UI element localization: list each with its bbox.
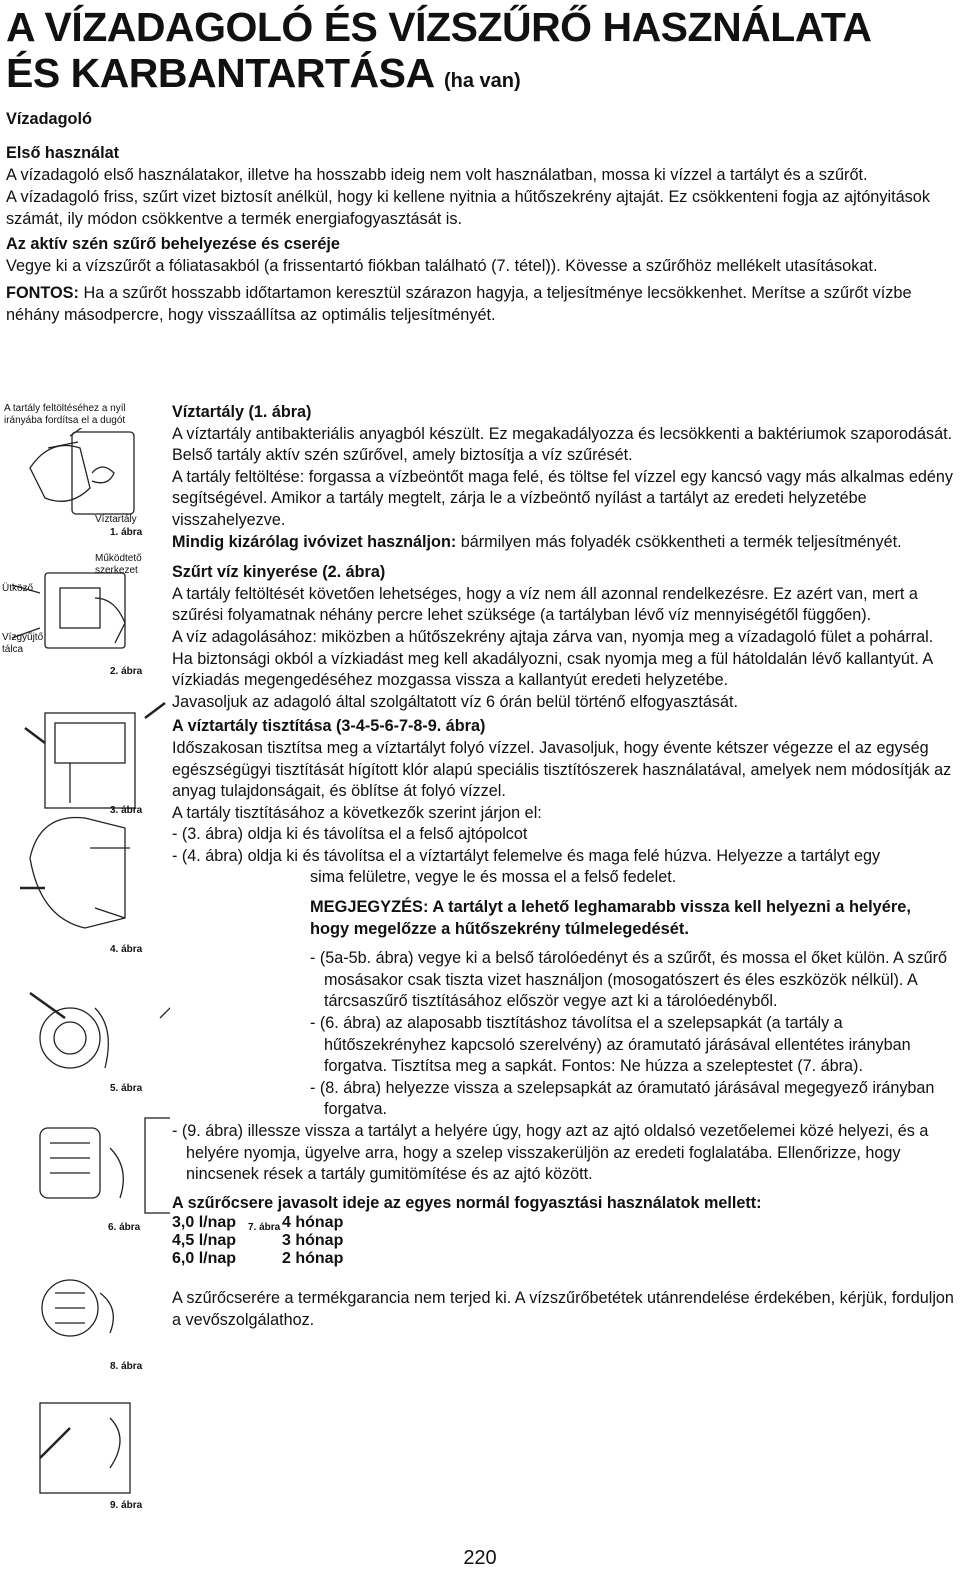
intro-section bbox=[6, 104, 954, 326]
tank-text-2: Belső tartály aktív szén szűrővel, amely biztosítja a víz szűrését. bbox=[172, 446, 633, 465]
figure-9-illustration bbox=[40, 1403, 130, 1493]
fig2-caption: 2. ábra bbox=[110, 666, 143, 677]
rate-time: 2 hónap bbox=[282, 1250, 344, 1268]
page-title bbox=[6, 4, 956, 104]
tank-text-4 bbox=[172, 532, 954, 554]
rate-value: 4,5 l/nap bbox=[172, 1232, 237, 1250]
filtered-text-2: A víz adagolásához: miközben a hűtőszekrény ajtaja zárva van, nyomja meg a vízadagoló fület a pohárral. bbox=[172, 627, 934, 646]
cleaning-text-2: A tartály tisztításához a következők szerint járjon el: bbox=[172, 803, 542, 822]
tray-label: Vízgyűjtő tálca bbox=[2, 632, 44, 655]
figure-7-illustration bbox=[145, 1118, 170, 1213]
fig1-tank-label: Víztartály bbox=[95, 514, 137, 525]
fig5-caption: 5. ábra bbox=[110, 1083, 143, 1094]
title-note: (ha van) bbox=[443, 70, 521, 92]
title-line-2 bbox=[6, 50, 956, 104]
intro-paragraph-2: A vízadagoló friss, szűrt vizet biztosít anélkül, hogy ki kellene nyitnia a hűtőszekrény ajtaját. Ez csökkenteni fogja az ajtónyitások számát, ily módon csökkentve a termék energiafogyasztását is. bbox=[6, 188, 930, 228]
important-paragraph bbox=[6, 282, 954, 326]
figure-6-illustration bbox=[40, 1128, 123, 1198]
fig1-caption: 1. ábra bbox=[110, 527, 143, 538]
first-use-heading: Első használat bbox=[6, 144, 120, 162]
cleaning-step-4: - (6. ábra) az alaposabb tisztításhoz távolítsa el a szelepsapkát (a tartály a hűtőszekrényhez kapcsoló szerelvény) az óramutató járásával ellentétes irányban forgatva. Tisztítsa meg a sapkát. Fontos: Ne húzza a szeleptestet (7. ábra). bbox=[310, 1014, 911, 1076]
replacement-footer: A szűrőcserére a termékgarancia nem terjed ki. A vízszűrőbetétek utánrendelése érdekében, kérjük, forduljon a vevőszolgálathoz. bbox=[172, 1289, 954, 1329]
cleaning-heading: A víztartály tisztítása (3-4-5-6-7-8-9. ábra) bbox=[172, 717, 486, 736]
intro-paragraph-1: A vízadagoló első használatakor, illetve ha hosszabb ideig nem volt használatban, mossa ki vízzel a tartályt és a szűrőt. bbox=[6, 166, 868, 184]
figure-5-illustration bbox=[30, 988, 170, 1068]
carbon-filter-heading: Az aktív szén szűrő behelyezése és cseréje bbox=[6, 235, 340, 253]
tank-text-1: A víztartály antibakteriális anyagból készült. Ez megakadályozza és lecsökkenti a baktériumok szaporodását. bbox=[172, 424, 953, 443]
mechanism-label: Működtető szerkezet bbox=[95, 553, 142, 576]
drinking-water-label: Mindig kizárólag ivóvizet használjon: bbox=[172, 532, 457, 551]
filtered-text-1: A tartály feltöltését követően lehetséges, hogy a víz nem áll azonnal rendelkezésre. Ez azért van, mert a szűrési folyamatnak néhány percre lehet szüksége (a tartályban lévő víz mennyiségétől függően). bbox=[172, 584, 918, 625]
fig7-caption: 7. ábra bbox=[248, 1222, 281, 1233]
figure-1-illustration bbox=[30, 428, 134, 514]
rate-time: 4 hónap bbox=[282, 1214, 344, 1232]
figure-3-illustration bbox=[25, 703, 165, 808]
fig6-caption: 6. ábra bbox=[108, 1222, 141, 1233]
fig3-caption: 3. ábra bbox=[110, 805, 143, 816]
replacement-heading: A szűrőcsere javasolt ideje az egyes normál fogyasztási használatok mellett: bbox=[172, 1193, 762, 1212]
replacement-row bbox=[172, 1232, 954, 1250]
section-heading: Vízadagoló bbox=[6, 110, 92, 128]
replacement-row bbox=[172, 1250, 954, 1268]
cleaning-step-2b: sima felületre, vegye le és mossa el a felső fedelet. bbox=[310, 868, 677, 887]
replacement-row bbox=[172, 1214, 954, 1232]
title-line-1: A VÍZADAGOLÓ ÉS VÍZSZŰRŐ HASZNÁLATA bbox=[6, 4, 872, 50]
filtered-heading: Szűrt víz kinyerése (2. ábra) bbox=[172, 563, 386, 582]
intro-paragraph-3: Vegye ki a vízszűrőt a fóliatasakból (a frissentartó fiókban található (7. tétel)). Kövesse a szűrőhöz mellékelt utasításokat. bbox=[6, 257, 878, 275]
fig-top-note: A tartály feltöltéséhez a nyíl irányába fordítsa el a dugót bbox=[4, 403, 126, 426]
tank-text-3: A tartály feltöltése: forgassa a vízbeöntőt maga felé, és töltse fel vízzel egy kancsó vagy más alkalmas edény segítségével. Amikor a tartály megtelt, zárja le a vízbeöntő nyílást a tartályt az eredeti helyzetébe visszahelyezve. bbox=[172, 467, 953, 529]
figure-8-illustration bbox=[42, 1280, 113, 1336]
cleaning-step-3: - (5a-5b. ábra) vegye ki a belső tárolóedényt és a szűrőt, és mossa el őket külön. A szűrő mosásakor csak tiszta vizet használjon (mosogatószert és éles eszközök nélkül). A tárcsaszűrő tisztításához először vegye azt ki a tárolóedényből. bbox=[310, 949, 948, 1011]
figure-4-illustration bbox=[20, 818, 130, 929]
filtered-text-4: Javasoljuk az adagoló által szolgáltatott víz 6 órán belül történő elfogyasztását. bbox=[172, 692, 739, 711]
cleaning-note: MEGJEGYZÉS: A tartályt a lehető leghamarabb vissza kell helyezni a helyére, hogy megelőzze a hűtőszekrény túlmelegedését. bbox=[310, 898, 911, 938]
important-label: FONTOS: bbox=[6, 284, 79, 302]
drinking-water-text: bármilyen más folyadék csökkentheti a termék teljesítményét. bbox=[456, 532, 902, 551]
important-text: Ha a szűrőt hosszabb időtartamon keresztül szárazon hagyja, a teljesítménye lecsökkenhet. Merítse a szűrőt vízbe néhány másodpercre, hogy visszaállítsa az optimális teljesítményét. bbox=[6, 284, 912, 324]
cleaning-step-6: - (9. ábra) illessze vissza a tartályt a helyére úgy, hogy azt az ajtó oldalsó vezetőelemei közé helyezi, és a helyére nyomja, ügyelve arra, hogy a szelep visszakerüljön az eredeti foglalatába. Ellenőrizze, hogy nincsenek rések a tartály gumitömítése és az ajtó között. bbox=[172, 1122, 929, 1184]
filtered-text-3: Ha biztonsági okból a vízkiadást meg kell akadályozni, csak nyomja meg a fül hátoldalán lévő kallantyút. A vízkiadás megengedéséhez mozgassa vissza a kallantyút eredeti helyzetébe. bbox=[172, 649, 933, 690]
rate-time: 3 hónap bbox=[282, 1232, 344, 1250]
page-number: 220 bbox=[463, 1547, 497, 1569]
fig4-caption: 4. ábra bbox=[110, 944, 143, 955]
cleaning-step-2a: - (4. ábra) oldja ki és távolítsa el a víztartályt felemelve és maga felé húzva. Helyezze a tartályt egy bbox=[172, 846, 881, 865]
stop-label: Ütköző bbox=[2, 583, 34, 594]
rate-value: 6,0 l/nap bbox=[172, 1250, 237, 1268]
cleaning-text-1: Időszakosan tisztítsa meg a víztartályt folyó vízzel. Javasoljuk, hogy évente kétszer végezze el az egység egészségügyi tisztítását hígított klór alapú speciális tisztítószerek használatával, amelyek nem módosítják az anyag tulajdonságait, és öblítse át folyó vízzel. bbox=[172, 738, 952, 801]
fig9-caption: 9. ábra bbox=[110, 1500, 143, 1511]
main-text-column bbox=[172, 402, 954, 1332]
title-line-2-text: ÉS KARBANTARTÁSA bbox=[6, 50, 434, 96]
tank-heading: Víztartály (1. ábra) bbox=[172, 403, 312, 421]
rate-value: 3,0 l/nap bbox=[172, 1214, 237, 1232]
fig8-caption: 8. ábra bbox=[110, 1361, 143, 1372]
cleaning-step-5: - (8. ábra) helyezze vissza a szelepsapkát az óramutató járásával megegyező irányban forgatva. bbox=[310, 1078, 935, 1119]
cleaning-step-1: - (3. ábra) oldja ki és távolítsa el a felső ajtópolcot bbox=[172, 825, 528, 844]
